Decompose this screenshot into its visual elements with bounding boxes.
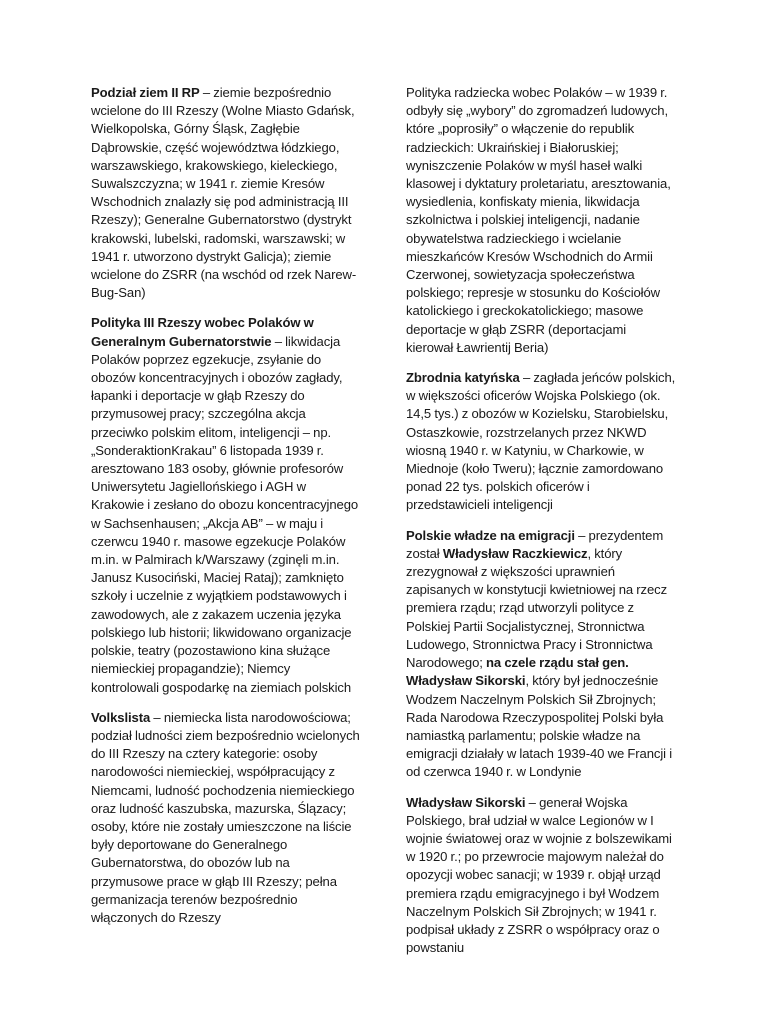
paragraph-podzial-ziem — [91, 84, 361, 302]
paragraph-wladze-na-emigracji — [406, 527, 676, 782]
paragraph-text: – niemiecka lista narodowościowa; podział ludności ziem bezpośrednio wcielonych do III Rzeszy na cztery kategorie: osoby narodowości niemieckiej, współpracujący z Niemcami, ludność pochodzenia niemieckiego oraz ludność kaszubska, mazurska, Ślązacy; osoby, które nie zostały umieszczone na liście były deportowane do Generalnego Gubernatorstwa, do obozów lub na przymusowe prace w głąb III Rzeszy; pełna germanizacja terenów bezpośrednio włączonych do Rzeszy — [91, 709, 360, 925]
paragraph-polityka-radziecka — [406, 84, 676, 357]
paragraph-term: Zbrodnia katyńska — [406, 370, 520, 386]
paragraph-text: – zagłada jeńców polskich, w większości oficerów Wojska Polskiego (ok. 14,5 tys.) z obozów w Kozielsku, Starobielsku, Ostaszkowie, rozstrzelanych przez NKWD wiosną 1940 r. w Katyniu, w Charkowie, w Miednoje (koło Tweru); łącznie zamordowano ponad 22 tys. polskich oficerów i przedstawicieli inteligencji — [406, 370, 676, 513]
paragraph-wladyslaw-sikorski — [406, 794, 676, 958]
paragraph-volkslista — [91, 709, 361, 927]
paragraph-text: , który był jednocześnie Wodzem Naczelnym Polskich Sił Zbrojnych; Rada Narodowa Rzeczypospolitej Polski była namiastką parlamentu; polskie władze na emigracji działały w latach 1939-40 we Francji i od czerwca 1940 r. w Londynie — [406, 673, 673, 780]
paragraph-term: Volkslista — [91, 709, 151, 725]
paragraph-term: na czele rządu stał gen. Władysław Sikorski — [406, 655, 629, 689]
paragraph-term: Podział ziem II RP — [91, 85, 200, 100]
paragraph-term: Władysław Raczkiewicz — [442, 545, 588, 561]
paragraph-term: Polskie władze na emigracji — [406, 527, 575, 543]
paragraph-zbrodnia-katynska — [406, 369, 676, 515]
paragraph-text: – likwidacja Polaków poprzez egzekucje, zsyłanie do obozów koncentracyjnych i obozów zagłady, łapanki i deportacje w głąb Rzeszy do przymusowej pracy; szczególna akcja przeciwko polskim elitom, inteligencji – np. „SonderaktionKrakau” 6 listopada 1939 r. aresztowano 183 osoby, głównie profesorów Uniwersytetu Jagiellońskiego i AGH w Krakowie i zesłano do obozu koncentracyjnego w Sachsenhausen; „Akcja AB” – w maju i czerwcu 1940 r. masowe egzekucje Polaków m.in. w Palmirach k/Warszawy (zginęli m.in. Janusz Kusociński, Maciej Rataj); zamknięto szkoły i uczelnie z wyjątkiem podstawowych i zawodowych, ale z zakazem uczenia języka polskiego lub historii; likwidowano organizacje polskie, teatry (pozostawiono kina służące niemieckiej propagandzie); Niemcy kontrolowali gospodarkę na ziemiach polskich — [91, 333, 359, 695]
paragraph-text: – generał Wojska Polskiego, brał udział w walce Legionów w I wojnie światowej oraz w wojnie z bolszewikami w 1920 r.; po przewrocie majowym należał do opozycji wobec sanacji; w 1939 r. objął urząd premiera rządu emigracyjnego i był Wodzem Naczelnym Polskich Sił Zbrojnych; w 1941 r. podpisał układy z ZSRR o współpracy oraz o powstaniu — [406, 794, 672, 956]
left-column — [91, 84, 361, 939]
paragraph-text: – ziemie bezpośrednio wcielone do III Rzeszy (Wolne Miasto Gdańsk, Wielkopolska, Górny Śląsk, Zagłębie Dąbrowskie, część województwa łódzkiego, warszawskiego, krakowskiego, kieleckiego, Suwalszczyzna; w 1941 r. ziemie Kresów Wschodnich znalazły się pod administracją III Rzeszy); Generalne Gubernatorstwo (dystrykt krakowski, lubelski, radomski, warszawski; w 1941 r. utworzono dystrykt Galicja); ziemie wcielone do ZSRR (na wschód od rzek Narew-Bug-San) — [91, 85, 357, 301]
paragraph-text: – prezydentem został — [406, 527, 664, 561]
right-column — [406, 84, 676, 969]
paragraph-polityka-iii-rzeszy — [91, 314, 361, 696]
paragraph-text: Polityka radziecka wobec Polaków – w 1939 r. odbyły się „wybory” do zgromadzeń ludowych, które „poprosiły” o włączenie do republik radzieckich: Ukraińskiej i Białoruskiej; wyniszczenie Polaków w myśl haseł walki klasowej i dyktatury proletariatu, aresztowania, wysiedlenia, konfiskaty mienia, likwidacja szkolnictwa i polskiej inteligencji, nadanie obywatelstwa radzieckiego i wcielanie mieszkańców Kresów Wschodnich do Armii Czerwonej, sowietyzacja społeczeństwa polskiego; represje w stosunku do Kościołów katolickiego i greckokatolickiego; masowe deportacje w głąb ZSRR (deportacjami kierował Ławrientij Beria) — [406, 85, 671, 355]
paragraph-term: Władysław Sikorski — [406, 794, 526, 810]
paragraph-text: , który zrezygnował z większości uprawnień zapisanych w konstytucji kwietniowej na rzecz premiera rządu; rząd utworzyli polityce z Polskiej Partii Socjalistycznej, Stronnictwa Ludowego, Stronnictwa Pracy i Stronnictwa Narodowego; — [406, 545, 668, 671]
paragraph-term: Polityka III Rzeszy wobec Polaków w Generalnym Gubernatorstwie — [91, 315, 314, 349]
